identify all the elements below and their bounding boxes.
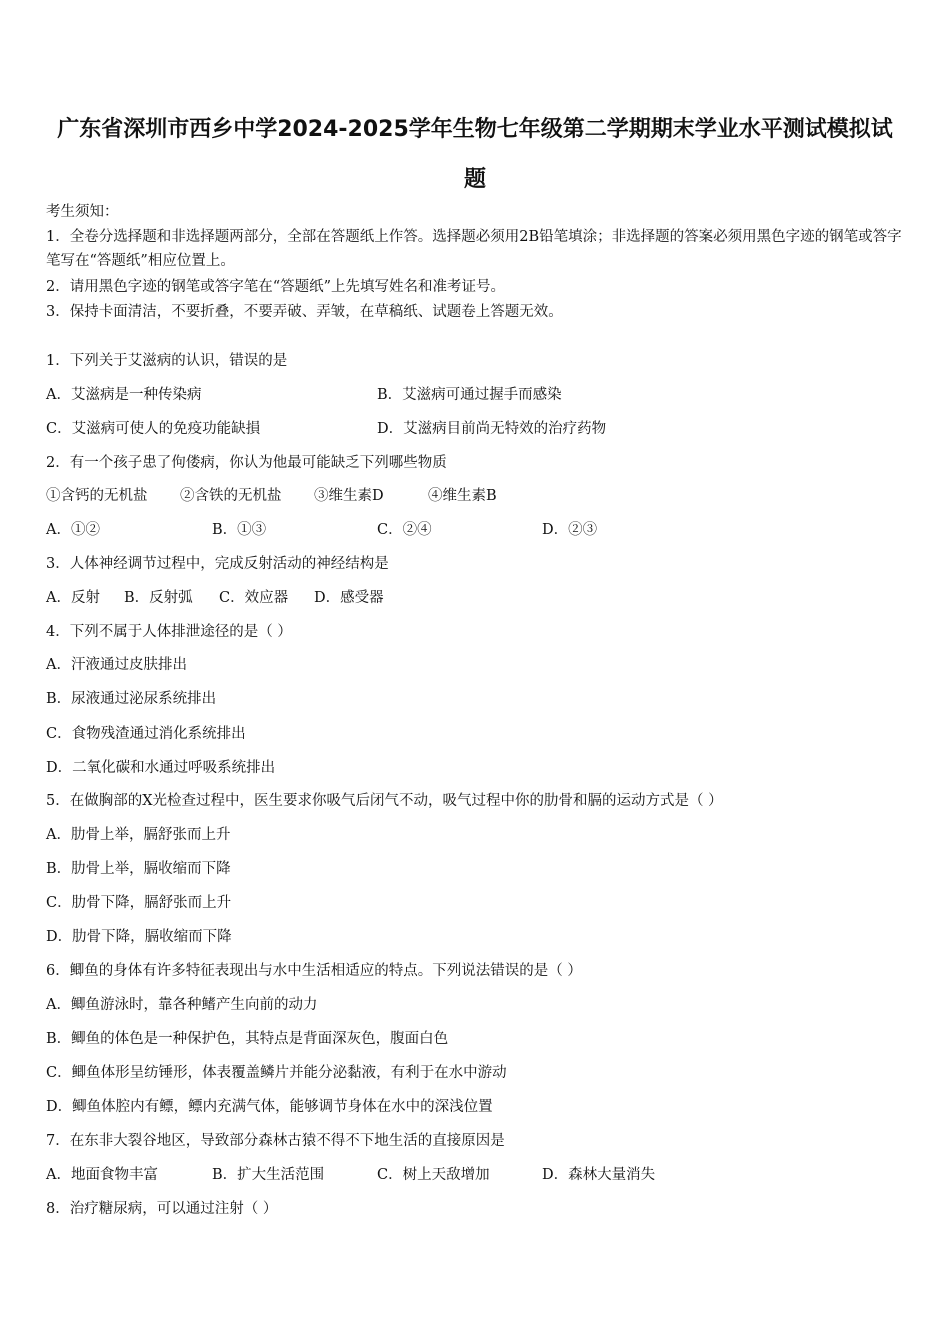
- question-2-item-3: ③维生素D: [314, 488, 384, 504]
- question-1-option-a: A．艾滋病是一种传染病: [46, 387, 202, 403]
- question-6-option-d: D．鲫鱼体腔内有鳔，鳔内充满气体，能够调节身体在水中的深浅位置: [46, 1099, 493, 1115]
- question-5-option-a: A．肋骨上举，膈舒张而上升: [46, 827, 231, 843]
- notice-item-1: 1．全卷分选择题和非选择题两部分，全部在答题纸上作答。选择题必须用2B铅笔填涂；非选择题的答案必须用黑色字迹的钢笔或答字笔写在“答题纸”相应位置上。: [46, 229, 902, 269]
- question-5-option-d: D．肋骨下降，膈收缩而下降: [46, 929, 232, 945]
- question-4-option-c: C．食物残渣通过消化系统排出: [46, 726, 246, 742]
- question-3-option-a: A．反射: [46, 590, 100, 606]
- question-3-option-c: C．效应器: [219, 590, 289, 606]
- question-7-option-a: A．地面食物丰富: [46, 1167, 158, 1183]
- question-4-option-d: D．二氧化碳和水通过呼吸系统排出: [46, 760, 276, 776]
- question-2-item-1: ①含钙的无机盐: [46, 488, 148, 504]
- question-2-option-b: B．①③: [212, 522, 267, 538]
- question-7-stem: 7．在东非大裂谷地区，导致部分森林古猿不得不下地生活的直接原因是: [46, 1133, 505, 1149]
- question-4-option-b: B．尿液通过泌尿系统排出: [46, 691, 217, 707]
- question-2-item-2: ②含铁的无机盐: [180, 488, 282, 504]
- notice-item-2: 2．请用黑色字迹的钢笔或答字笔在“答题纸”上先填写姓名和准考证号。: [46, 279, 506, 295]
- notice-item-3: 3．保持卡面清洁，不要折叠，不要弄破、弄皱，在草稿纸、试题卷上答题无效。: [46, 304, 563, 320]
- question-1-option-c: C．艾滋病可使人的免疫功能缺損: [46, 421, 261, 437]
- question-3-stem: 3．人体神经调节过程中，完成反射活动的神经结构是: [46, 556, 389, 572]
- question-2-option-c: C．②④: [377, 522, 432, 538]
- question-6-option-c: C．鲫鱼体形呈纺锤形，体表覆盖鳞片并能分泌黏液，有利于在水中游动: [46, 1065, 507, 1081]
- question-5-option-c: C．肋骨下降，膈舒张而上升: [46, 895, 232, 911]
- question-7-option-c: C．树上天敌增加: [377, 1167, 490, 1183]
- question-2-option-a: A．①②: [46, 522, 100, 538]
- question-1-option-b: B．艾滋病可通过握手而感染: [377, 387, 562, 403]
- question-6-option-a: A．鲫鱼游泳时，靠各种鳍产生向前的动力: [46, 997, 318, 1013]
- question-6-option-b: B．鲫鱼的体色是一种保护色，其特点是背面深灰色，腹面白色: [46, 1031, 449, 1047]
- question-2-item-4: ④维生素B: [428, 488, 497, 504]
- question-5-option-b: B．肋骨上举，膈收缩而下降: [46, 861, 231, 877]
- question-4-option-a: A．汗液通过皮肤排出: [46, 657, 187, 673]
- notice-heading: 考生须知：: [46, 204, 119, 220]
- question-7-option-b: B．扩大生活范围: [212, 1167, 325, 1183]
- question-1-option-d: D．艾滋病目前尚无特效的治疗药物: [377, 421, 607, 437]
- exam-title-continued: 题: [463, 167, 486, 192]
- exam-title: 广东省深圳市西乡中学2024-2025学年生物七年级第二学期期末学业水平测试模拟试: [57, 117, 893, 142]
- question-3-option-d: D．感受器: [314, 590, 384, 606]
- question-5-stem: 5．在做胸部的X光检查过程中，医生要求你吸气后闭气不动，吸气过程中你的肋骨和膈的运动方式是（ ）: [46, 793, 723, 809]
- question-7-option-d: D．森林大量消失: [542, 1167, 656, 1183]
- question-1-stem: 1．下列关于艾滋病的认识，错误的是: [46, 353, 288, 369]
- question-3-option-b: B．反射弧: [124, 590, 193, 606]
- question-2-stem: 2．有一个孩子患了佝偻病，你认为他最可能缺乏下列哪些物质: [46, 455, 447, 471]
- question-2-option-d: D．②③: [542, 522, 598, 538]
- question-6-stem: 6．鲫鱼的身体有许多特征表现出与水中生活相适应的特点。下列说法错误的是（ ）: [46, 963, 582, 979]
- question-8-stem: 8．治疗糖尿病，可以通过注射（ ）: [46, 1201, 278, 1217]
- question-4-stem: 4．下列不属于人体排泄途径的是（ ）: [46, 624, 292, 640]
